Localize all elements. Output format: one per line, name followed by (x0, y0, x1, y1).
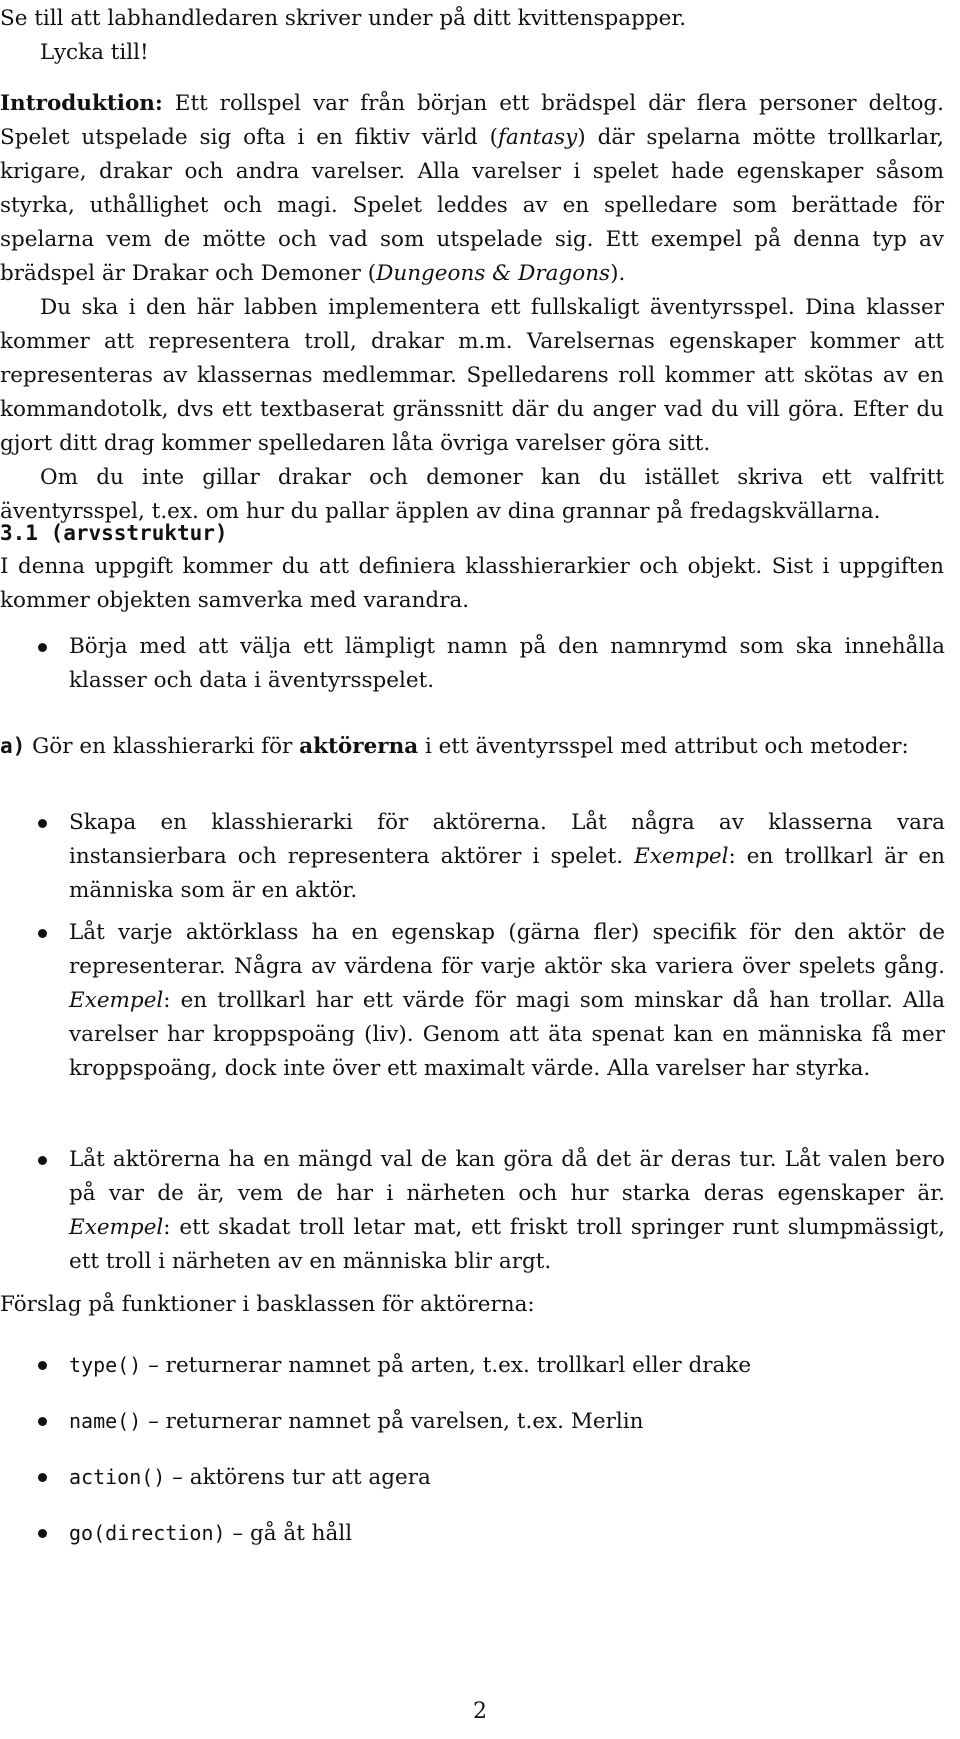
task-a-label: a) (0, 734, 26, 758)
intro-paragraph-1: Introduktion: Ett rollspel var från början ett brädspel där flera personer deltog. Spelet utspelade sig ofta i en fiktiv värld (fantasy) där spelarna mötte trollkarlar, krigare, drakar och andra varelser. Alla varelser i spelet hade egenskaper såsom styrka, uthållighet och magi. Spelet leddes av en spelledare som berättade för spelarna vem de mötte och vad som utspelade sig. Ett exempel på denna typ av brädspel är Drakar och Demoner (Dungeons & Dragons). (0, 91, 944, 286)
bullet-icon (38, 819, 47, 828)
intro-paragraph-3: Om du inte gillar drakar och demoner kan du istället skriva ett valfritt äventyrsspel, t.ex. om hur du pallar äpplen av dina grannar på fredagskvällarna. (0, 465, 944, 524)
bullet-icon (38, 643, 47, 652)
top-line-1: Se till att labhandledaren skriver under på ditt kvittenspapper. (0, 6, 687, 31)
bullet-icon (38, 1417, 47, 1426)
functions-intro (0, 1288, 944, 1322)
bullet-icon (38, 929, 47, 938)
function-action: action() – aktörens tur att agera (69, 1465, 431, 1490)
bullet-icon (38, 1529, 47, 1538)
intro-paragraph-2: Du ska i den här labben implementera ett fullskaligt äventyrsspel. Dina klasser kommer att representera troll, drakar m.m. Varelsernas egenskaper kommer att representeras av klassernas medlemmar. Spelledarens roll kommer att skötas av en kommandotolk, dvs ett textbaserat gränssnitt där du anger vad du vill göra. Efter du gjort ditt drag kommer spelledaren låta övriga varelser göra sitt. (0, 295, 944, 456)
introduction-section (0, 87, 944, 529)
bullet-icon (38, 1473, 47, 1482)
bullet-namespace: Börja med att välja ett lämpligt namn på den namnrymd som ska innehålla klasser och data i äventyrsspelet. (69, 634, 945, 693)
bullet-properties: Låt varje aktörklass ha en egenskap (gärna fler) specifik för den aktör de representerar. Några av värdena för varje aktör ska variera över spelets gång. Exempel: en trollkarl har ett värde för magi som minskar då han trollar. Alla varelser har kroppspoäng (liv). Genom att äta spenat kan en människa få mer kroppspoäng, dock inte över ett maximalt värde. Alla varelser har styrka. (69, 920, 945, 1081)
section-heading: 3.1 (arvsstruktur) (0, 521, 228, 545)
bullet-icon (38, 1156, 47, 1165)
bullet-hierarchy: Skapa en klasshierarki för aktörerna. Låt några av klasserna vara instansierbara och representera aktörer i spelet. Exempel: en trollkarl är en människa som är en aktör. (69, 810, 945, 903)
bullet-choices: Låt aktörerna ha en mängd val de kan göra då det är deras tur. Låt valen bero på var de är, vem de har i närheten och hur starka deras egenskaper är. Exempel: ett skadat troll letar mat, ett friskt troll springer runt slumpmässigt, ett troll i närheten av en människa blir argt. (69, 1147, 945, 1274)
top-instructions (0, 2, 944, 70)
fantasy-term: fantasy (498, 125, 578, 150)
function-go: go(direction) – gå åt håll (69, 1521, 353, 1546)
function-name: name() – returnerar namnet på varelsen, t.ex. Merlin (69, 1409, 644, 1434)
dnd-term: Dungeons & Dragons (376, 261, 611, 286)
section-3-1 (0, 516, 944, 618)
page-number: 2 (473, 1699, 487, 1724)
intro-label: Introduktion: (0, 91, 163, 116)
task-a (0, 729, 944, 764)
functions-intro-text: Förslag på funktioner i basklassen för aktörerna: (0, 1292, 535, 1317)
task-a-text: a) Gör en klasshierarki för aktörerna i ett äventyrsspel med attribut och metoder: (0, 734, 909, 759)
task-a-bold: aktörerna (299, 734, 419, 759)
section-text: I denna uppgift kommer du att definiera klasshierarkier och objekt. Sist i uppgiften kommer objekten samverka med varandra. (0, 554, 944, 613)
function-type: type() – returnerar namnet på arten, t.ex. trollkarl eller drake (69, 1353, 752, 1378)
bullet-icon (38, 1361, 47, 1370)
top-line-2: Lycka till! (40, 40, 149, 65)
